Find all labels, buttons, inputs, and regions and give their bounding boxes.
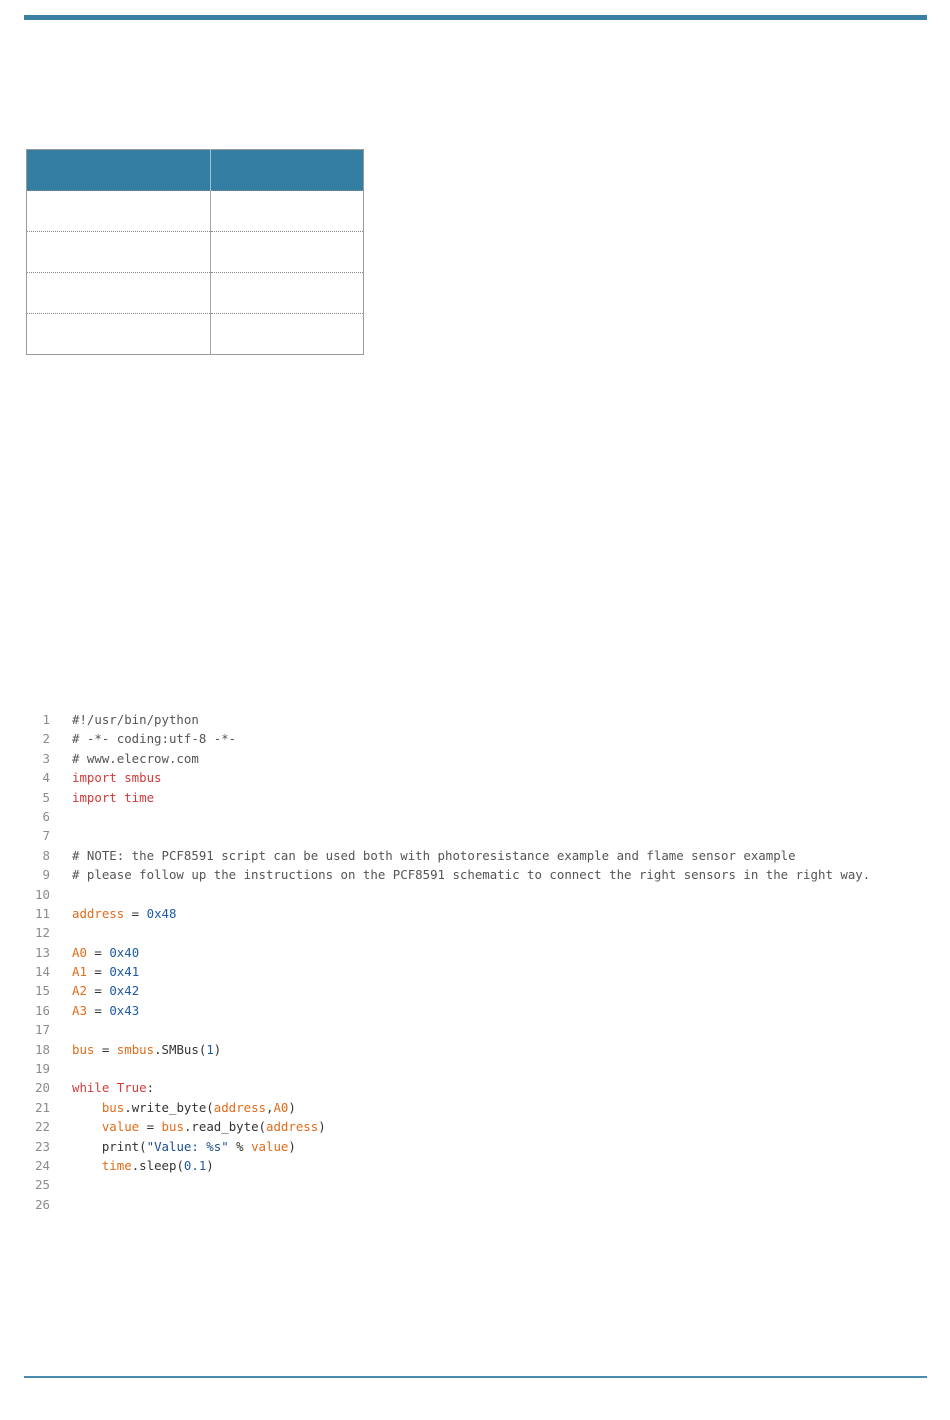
code-text xyxy=(72,865,870,884)
code-token: ) xyxy=(213,1041,222,1057)
table-row xyxy=(27,273,364,314)
line-number: 13 xyxy=(35,944,50,960)
code-text xyxy=(72,846,796,865)
code-line xyxy=(20,807,925,826)
line-number: 25 xyxy=(35,1177,50,1193)
line-number: 4 xyxy=(42,770,50,786)
code-token: A0 xyxy=(72,944,87,960)
table-cell xyxy=(27,314,211,355)
code-token xyxy=(72,1100,102,1115)
code-text xyxy=(72,1040,221,1059)
header-rule xyxy=(24,15,927,20)
line-number: 10 xyxy=(35,886,50,902)
code-token: address xyxy=(72,905,125,921)
code-token: ) xyxy=(206,1157,214,1173)
table-cell xyxy=(211,314,364,355)
code-line xyxy=(20,768,925,787)
code-token: A2 xyxy=(72,983,87,999)
code-token: 0x48 xyxy=(146,905,177,921)
code-token: #!/usr/bin/python xyxy=(72,712,199,727)
line-number: 9 xyxy=(42,867,50,883)
code-line xyxy=(20,1020,925,1039)
code-token: value xyxy=(101,1119,140,1135)
line-number: 18 xyxy=(35,1041,50,1057)
code-line xyxy=(20,826,925,845)
code-line xyxy=(20,1117,925,1136)
code-block xyxy=(20,710,925,1214)
code-token: ) xyxy=(318,1119,326,1135)
code-token: address xyxy=(266,1119,319,1135)
code-token: "Value: %s" xyxy=(146,1138,229,1154)
footer-rule xyxy=(24,1376,927,1378)
table-cell xyxy=(211,232,364,273)
line-number: 21 xyxy=(35,1099,50,1115)
code-line xyxy=(20,846,925,865)
code-line xyxy=(20,1195,925,1214)
code-token: # NOTE: the PCF8591 script can be used both with photoresistance example and flame sensor example xyxy=(72,847,796,863)
code-line xyxy=(20,1001,925,1020)
code-token: 0x40 xyxy=(109,944,140,960)
line-number: 11 xyxy=(35,905,50,921)
line-number: 12 xyxy=(35,925,50,941)
code-token: , xyxy=(265,1099,274,1115)
code-token: = xyxy=(86,1002,110,1018)
code-line xyxy=(20,1175,925,1194)
table-cell xyxy=(27,232,211,273)
line-number: 8 xyxy=(42,847,50,863)
code-text xyxy=(72,1156,214,1175)
table-header-cell xyxy=(211,150,364,191)
code-line xyxy=(20,1156,925,1175)
code-text xyxy=(72,710,199,729)
code-text xyxy=(72,788,154,807)
code-token: # please follow up the instructions on the PCF8591 schematic to connect the right sensors in the right way. xyxy=(72,867,871,883)
code-line xyxy=(20,865,925,884)
code-line xyxy=(20,749,925,768)
line-number: 26 xyxy=(35,1196,50,1212)
table-header-row xyxy=(27,150,364,191)
table-header-cell xyxy=(27,150,211,191)
line-number: 23 xyxy=(35,1138,50,1154)
code-token: = xyxy=(94,1041,117,1057)
code-token: address xyxy=(213,1099,266,1115)
code-token: A3 xyxy=(72,1002,87,1018)
line-number: 14 xyxy=(35,964,50,980)
code-token: 0.1 xyxy=(183,1157,207,1173)
code-line xyxy=(20,729,925,748)
code-token: .write_byte( xyxy=(124,1099,214,1115)
code-token: : xyxy=(146,1080,155,1096)
code-line xyxy=(20,885,925,904)
code-token: bus xyxy=(101,1099,125,1115)
table-cell xyxy=(27,191,211,232)
line-number: 3 xyxy=(42,750,50,766)
code-token: print( xyxy=(72,1138,147,1154)
code-line xyxy=(20,1078,925,1097)
code-text xyxy=(72,1117,326,1136)
code-text xyxy=(72,1098,296,1117)
code-token: = xyxy=(86,983,110,999)
code-text xyxy=(72,981,139,1000)
code-token: 1 xyxy=(206,1041,214,1057)
code-text xyxy=(72,1137,296,1156)
code-token: time xyxy=(101,1157,132,1173)
line-number: 15 xyxy=(35,983,50,999)
line-number: 16 xyxy=(35,1002,50,1018)
code-token: .SMBus( xyxy=(154,1041,207,1057)
code-line xyxy=(20,943,925,962)
code-line xyxy=(20,710,925,729)
code-token: 0x42 xyxy=(109,983,140,999)
code-line xyxy=(20,981,925,1000)
code-token: = xyxy=(86,944,110,960)
code-token: ) xyxy=(288,1138,296,1154)
code-token: import smbus xyxy=(72,770,162,786)
code-token xyxy=(72,1119,102,1134)
code-text xyxy=(72,1078,154,1097)
code-line xyxy=(20,923,925,942)
pin-table xyxy=(26,149,364,355)
code-text xyxy=(72,729,236,748)
table-row xyxy=(27,191,364,232)
code-line xyxy=(20,1040,925,1059)
code-token: = xyxy=(86,964,110,980)
code-line xyxy=(20,788,925,807)
table-cell xyxy=(211,273,364,314)
code-token: A0 xyxy=(273,1099,289,1115)
code-text xyxy=(72,749,199,768)
code-token: = xyxy=(124,905,147,921)
code-line xyxy=(20,1059,925,1078)
line-number: 20 xyxy=(35,1080,50,1096)
code-token: import time xyxy=(72,789,155,805)
table-row xyxy=(27,314,364,355)
code-token: % xyxy=(228,1138,252,1154)
code-token: .sleep( xyxy=(131,1157,184,1173)
code-token: # www.elecrow.com xyxy=(72,750,199,766)
code-token: # -*- coding:utf-8 -*- xyxy=(72,731,237,747)
table-cell xyxy=(211,191,364,232)
code-token: ) xyxy=(288,1099,296,1115)
code-token: 0x41 xyxy=(109,964,140,980)
code-token xyxy=(72,1158,102,1173)
line-number: 5 xyxy=(42,789,50,805)
table-cell xyxy=(27,273,211,314)
code-line xyxy=(20,1137,925,1156)
code-token: A1 xyxy=(72,964,87,980)
line-number: 17 xyxy=(35,1022,50,1038)
line-number: 19 xyxy=(35,1061,50,1077)
code-token: value xyxy=(251,1138,289,1154)
code-text xyxy=(72,943,139,962)
line-number: 22 xyxy=(35,1119,50,1135)
code-token: = xyxy=(139,1119,162,1135)
code-line xyxy=(20,904,925,923)
line-number: 1 xyxy=(42,712,50,727)
code-text xyxy=(72,962,139,981)
code-text xyxy=(72,768,162,787)
line-number: 7 xyxy=(42,828,50,844)
code-text xyxy=(72,904,176,923)
code-text xyxy=(72,1001,139,1020)
code-line xyxy=(20,962,925,981)
code-token: 0x43 xyxy=(109,1002,140,1018)
line-number: 6 xyxy=(42,808,50,824)
code-token: bus xyxy=(161,1119,184,1135)
code-token: .read_byte( xyxy=(183,1119,266,1135)
code-token: bus xyxy=(72,1041,95,1057)
code-token: while True xyxy=(72,1080,147,1096)
code-line xyxy=(20,1098,925,1117)
line-number: 2 xyxy=(42,731,50,747)
code-token: smbus xyxy=(116,1041,155,1057)
table-row xyxy=(27,232,364,273)
line-number: 24 xyxy=(35,1157,50,1173)
